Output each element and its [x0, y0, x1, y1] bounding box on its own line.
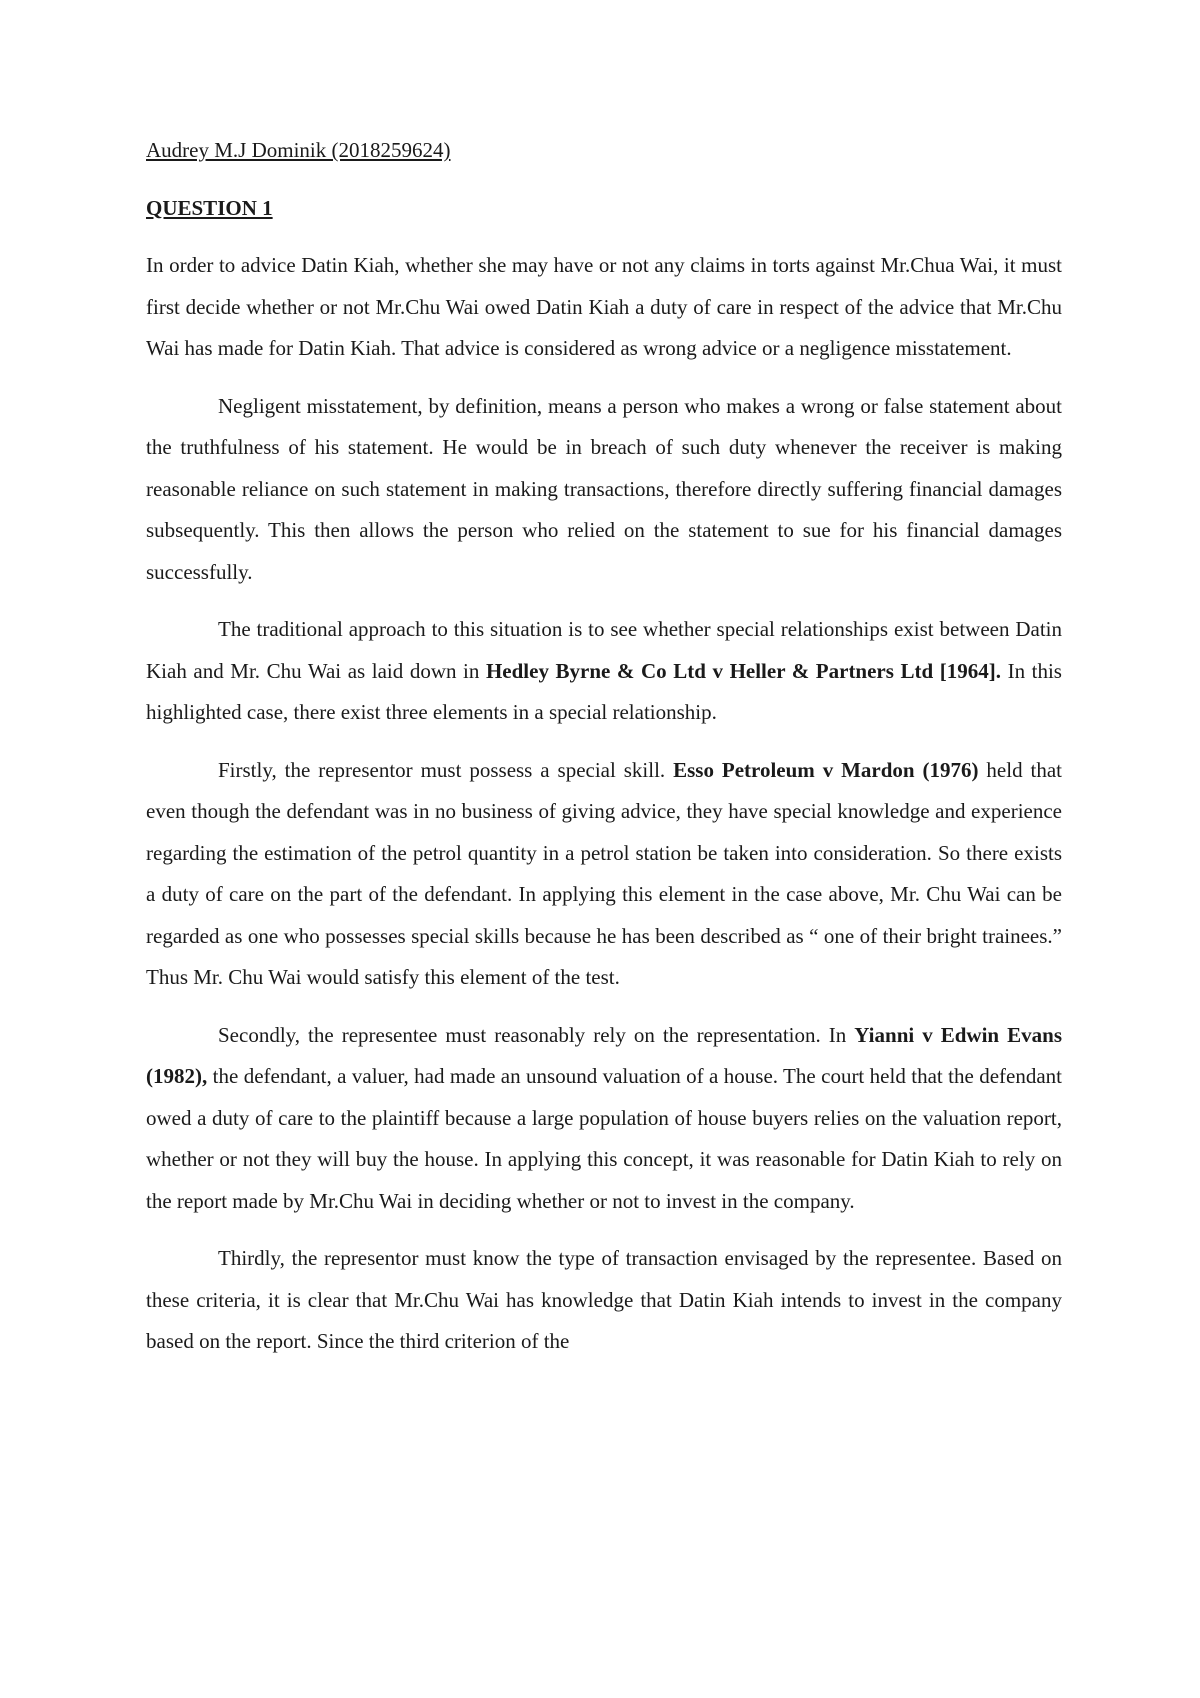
paragraph-intro: In order to advice Datin Kiah, whether she may have or not any claims in torts against Mr.Chua Wai, it must first decide whether or not Mr.Chu Wai owed Datin Kiah a duty of care in respect of the advice that Mr.Chu Wai has made for Datin Kiah. That advice is considered as wrong advice or a negligence misstatement. [146, 253, 1062, 360]
author-line: Audrey M.J Dominik (2018259624) [146, 138, 451, 162]
paragraph-traditional-approach [146, 609, 1062, 734]
question-heading: QUESTION 1 [146, 195, 273, 220]
case-citation: Esso Petroleum v Mardon (1976) [673, 757, 979, 782]
paragraph-text: Secondly, the representee must reasonably rely on the representation. In [218, 1022, 855, 1047]
paragraph-third-element: Thirdly, the representor must know the type of transaction envisaged by the representee. Based on these criteria, it is clear that Mr.Chu Wai has knowledge that Datin Kiah intends to invest in the company based on the report. Since the third criterion of the [146, 1246, 1062, 1353]
case-citation: Yianni v Edwin Evans (1982), [146, 1022, 1062, 1088]
document-page [146, 130, 1062, 1379]
paragraph-text: held that even though the defendant was in no business of giving advice, they have special knowledge and experience regarding the estimation of the petrol quantity in a petrol station be taken into consideration. So there exists a duty of care on the part of the defendant. In applying this element in the case above, Mr. Chu Wai can be regarded as one who possesses special skills because he has been described as “ one of their bright trainees.” Thus Mr. Chu Wai would satisfy this element of the test. [146, 757, 1062, 989]
paragraph-text: The traditional approach to this situation is to see whether special relationships exist between Datin Kiah and Mr. Chu Wai as laid down in [146, 617, 1062, 683]
paragraph-first-element [146, 750, 1062, 999]
paragraph-definition: Negligent misstatement, by definition, means a person who makes a wrong or false statement about the truthfulness of his statement. He would be in breach of such duty whenever the receiver is making reasonable reliance on such statement in making transactions, therefore directly suffering financial damages subsequently. This then allows the person who relied on the statement to sue for his financial damages successfully. [146, 393, 1062, 584]
paragraph-text: the defendant, a valuer, had made an unsound valuation of a house. The court held that the defendant owed a duty of care to the plaintiff because a large population of house buyers relies on the valuation report, whether or not they will buy the house. In applying this concept, it was reasonable for Datin Kiah to rely on the report made by Mr.Chu Wai in deciding whether or not to invest in the company. [146, 1064, 1062, 1213]
paragraph-second-element [146, 1015, 1062, 1223]
paragraph-text: Firstly, the representor must possess a special skill. [218, 757, 674, 782]
paragraph-text: In this highlighted case, there exist three elements in a special relationship. [146, 658, 1062, 724]
case-citation: Hedley Byrne & Co Ltd v Heller & Partners Ltd [1964]. [485, 658, 1001, 683]
